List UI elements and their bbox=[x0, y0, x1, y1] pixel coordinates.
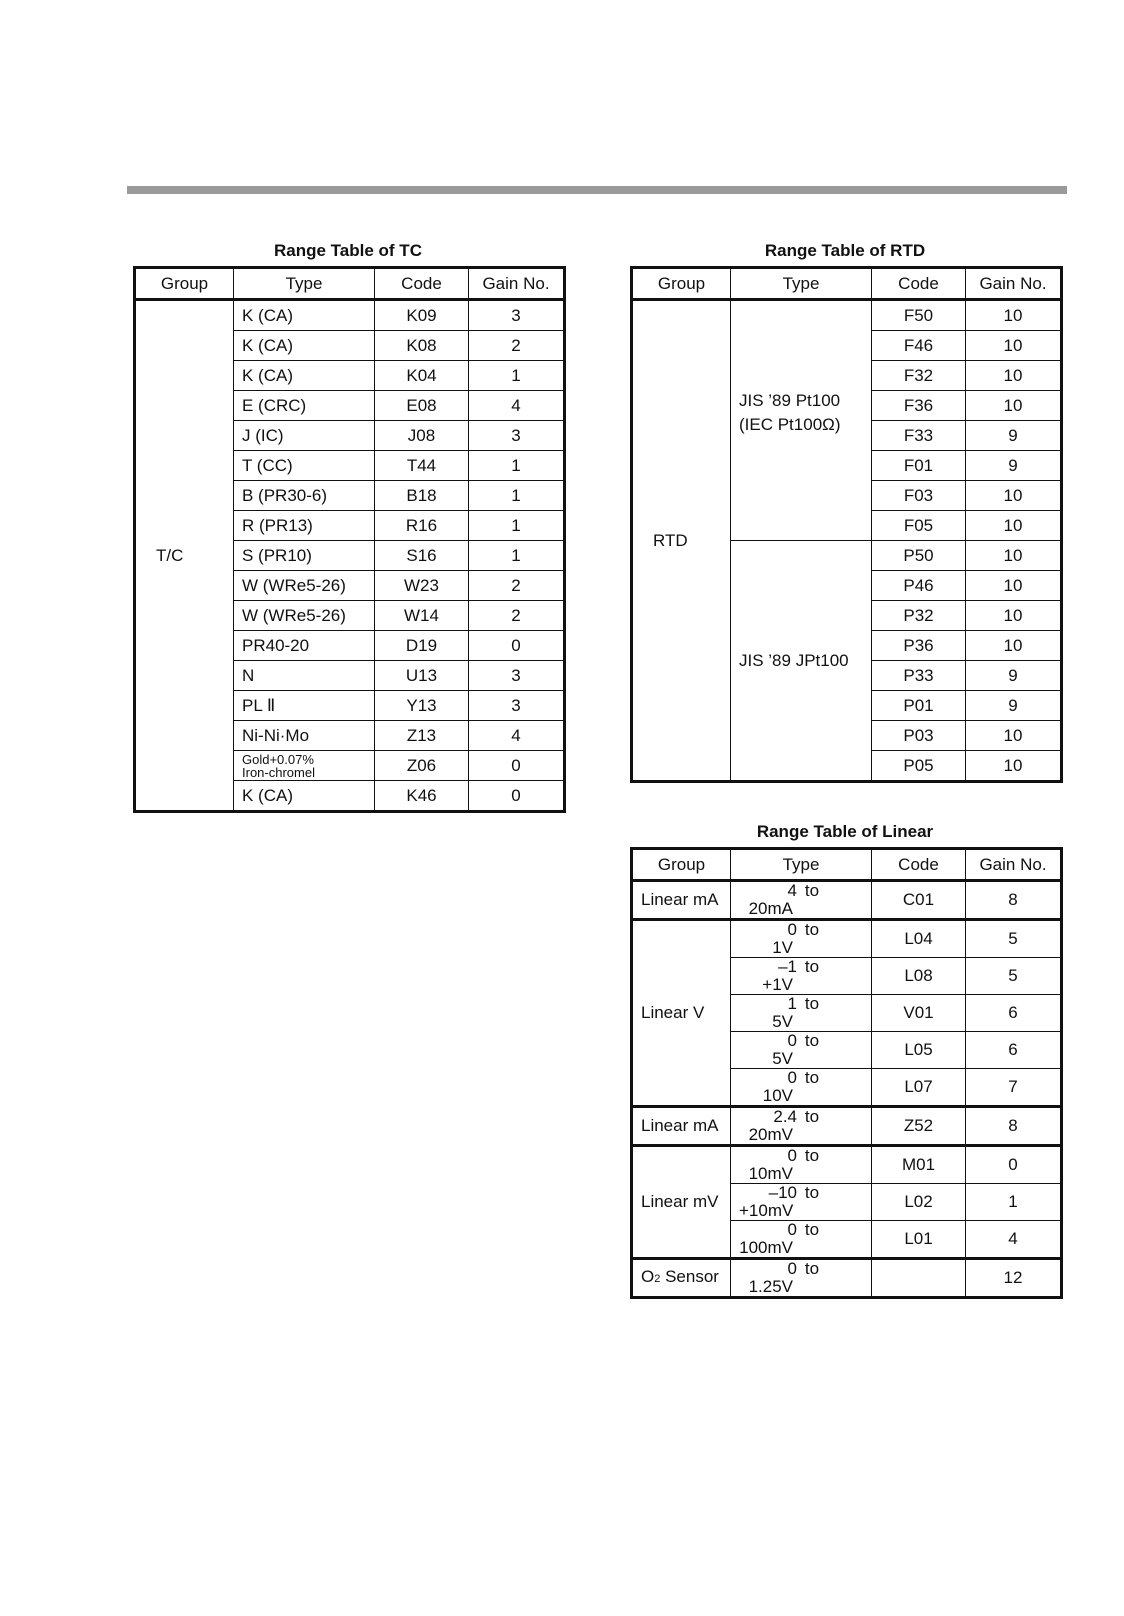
table-row bbox=[135, 300, 565, 331]
type-cell: B (PR30-6) bbox=[234, 481, 375, 511]
gain-cell: 0 bbox=[966, 1146, 1062, 1184]
range-end: 20mA bbox=[748, 899, 793, 918]
type-cell: Ni-Ni·Mo bbox=[234, 721, 375, 751]
range-to: to bbox=[804, 920, 820, 939]
range-to: to bbox=[804, 1031, 820, 1050]
gain-cell: 10 bbox=[966, 751, 1062, 782]
range-cell bbox=[731, 1107, 872, 1146]
type-cell: PR40-20 bbox=[234, 631, 375, 661]
gain-cell: 8 bbox=[966, 1107, 1062, 1146]
code-cell: K09 bbox=[375, 300, 469, 331]
code-cell: F46 bbox=[872, 331, 966, 361]
group-cell: Linear mV bbox=[632, 1146, 731, 1259]
range-to: to bbox=[804, 1183, 820, 1202]
type-cell: W (WRe5-26) bbox=[234, 571, 375, 601]
code-cell: W23 bbox=[375, 571, 469, 601]
code-cell: P01 bbox=[872, 691, 966, 721]
type-cell: K (CA) bbox=[234, 300, 375, 331]
range-cell bbox=[731, 920, 872, 958]
gain-cell: 9 bbox=[966, 661, 1062, 691]
gain-cell: 1 bbox=[966, 1184, 1062, 1221]
gain-cell: 1 bbox=[469, 541, 565, 571]
range-end: 10mV bbox=[748, 1164, 793, 1183]
range-cell bbox=[731, 1221, 872, 1259]
code-cell: K04 bbox=[375, 361, 469, 391]
o2-label-main: O bbox=[641, 1267, 655, 1286]
type-cell bbox=[234, 751, 375, 781]
range-end: 5V bbox=[772, 1012, 793, 1031]
gain-cell: 4 bbox=[966, 1221, 1062, 1259]
gain-cell: 7 bbox=[966, 1069, 1062, 1107]
range-cell bbox=[731, 1184, 872, 1221]
type-cell: R (PR13) bbox=[234, 511, 375, 541]
gain-cell: 0 bbox=[469, 631, 565, 661]
type-cell: T (CC) bbox=[234, 451, 375, 481]
code-cell: F01 bbox=[872, 451, 966, 481]
table-row bbox=[632, 300, 1062, 331]
rtd-table-title: Range Table of RTD bbox=[764, 241, 926, 260]
code-cell: P03 bbox=[872, 721, 966, 751]
range-to: to bbox=[804, 881, 820, 900]
range-from: 0 bbox=[787, 1259, 797, 1278]
range-from: 0 bbox=[787, 1031, 797, 1050]
range-cell bbox=[731, 1032, 872, 1069]
gain-cell: 2 bbox=[469, 331, 565, 361]
col-header-code: Code bbox=[872, 268, 966, 300]
type-cell: N bbox=[234, 661, 375, 691]
gain-cell: 12 bbox=[966, 1259, 1062, 1298]
gain-cell: 10 bbox=[966, 300, 1062, 331]
gain-cell: 10 bbox=[966, 361, 1062, 391]
range-from: 4 bbox=[787, 881, 797, 900]
gain-cell: 4 bbox=[469, 391, 565, 421]
range-cell bbox=[731, 995, 872, 1032]
rtd-range-table bbox=[630, 266, 1063, 783]
range-from: 0 bbox=[787, 1068, 797, 1087]
o2-label-subscript: 2 bbox=[654, 1273, 661, 1285]
gain-cell: 10 bbox=[966, 511, 1062, 541]
tc-range-table bbox=[133, 266, 566, 813]
gain-cell: 10 bbox=[966, 721, 1062, 751]
code-cell: B18 bbox=[375, 481, 469, 511]
gain-cell: 10 bbox=[966, 571, 1062, 601]
code-cell: F32 bbox=[872, 361, 966, 391]
gain-cell: 6 bbox=[966, 995, 1062, 1032]
gain-cell: 4 bbox=[469, 721, 565, 751]
range-from: 1 bbox=[787, 994, 797, 1013]
range-end: 5V bbox=[772, 1049, 793, 1068]
range-to: to bbox=[804, 994, 820, 1013]
type-cell bbox=[731, 300, 872, 541]
code-cell: L01 bbox=[872, 1221, 966, 1259]
code-cell: P50 bbox=[872, 541, 966, 571]
code-cell: C01 bbox=[872, 881, 966, 920]
gain-cell: 1 bbox=[469, 361, 565, 391]
type-line-2: Iron-chromel bbox=[242, 764, 315, 780]
gain-cell: 1 bbox=[469, 511, 565, 541]
code-cell: Z52 bbox=[872, 1107, 966, 1146]
code-cell: L05 bbox=[872, 1032, 966, 1069]
type-cell: K (CA) bbox=[234, 781, 375, 812]
code-cell: K46 bbox=[375, 781, 469, 812]
code-cell: F03 bbox=[872, 481, 966, 511]
range-from: 0 bbox=[787, 1146, 797, 1165]
group-cell: Linear mA bbox=[632, 881, 731, 920]
linear-table-title: Range Table of Linear bbox=[756, 822, 934, 841]
linear-range-table bbox=[630, 847, 1063, 1299]
range-cell bbox=[731, 958, 872, 995]
type-line-1: JIS ’89 Pt100 bbox=[739, 391, 841, 410]
range-to: to bbox=[804, 1068, 820, 1087]
code-cell: W14 bbox=[375, 601, 469, 631]
col-header-gain: Gain No. bbox=[966, 268, 1062, 300]
code-cell: P33 bbox=[872, 661, 966, 691]
code-cell: P46 bbox=[872, 571, 966, 601]
group-cell: Linear V bbox=[632, 920, 731, 1107]
range-end: 1.25V bbox=[748, 1277, 793, 1296]
type-line-2: (IEC Pt100Ω) bbox=[739, 415, 841, 434]
range-cell bbox=[731, 1259, 872, 1298]
col-header-type: Type bbox=[731, 849, 872, 881]
code-cell: L04 bbox=[872, 920, 966, 958]
group-cell: T/C bbox=[135, 300, 234, 812]
code-cell: F36 bbox=[872, 391, 966, 421]
col-header-type: Type bbox=[234, 268, 375, 300]
gain-cell: 3 bbox=[469, 300, 565, 331]
code-cell: J08 bbox=[375, 421, 469, 451]
table-row bbox=[632, 920, 1062, 958]
range-to: to bbox=[804, 1146, 820, 1165]
range-from: –10 bbox=[768, 1183, 797, 1202]
type-cell: E (CRC) bbox=[234, 391, 375, 421]
code-cell: Z13 bbox=[375, 721, 469, 751]
gain-cell: 1 bbox=[469, 451, 565, 481]
gain-cell: 10 bbox=[966, 631, 1062, 661]
gain-cell: 2 bbox=[469, 571, 565, 601]
col-header-type: Type bbox=[731, 268, 872, 300]
gain-cell: 10 bbox=[966, 481, 1062, 511]
range-cell bbox=[731, 1069, 872, 1107]
range-from: 0 bbox=[787, 920, 797, 939]
code-cell: L07 bbox=[872, 1069, 966, 1107]
range-end: 10V bbox=[762, 1086, 793, 1105]
code-cell: L08 bbox=[872, 958, 966, 995]
gain-cell: 9 bbox=[966, 691, 1062, 721]
code-cell: Z06 bbox=[375, 751, 469, 781]
group-cell: Linear mA bbox=[632, 1107, 731, 1146]
range-end: 100mV bbox=[739, 1238, 793, 1257]
gain-cell: 10 bbox=[966, 391, 1062, 421]
table-row bbox=[632, 1107, 1062, 1146]
gain-cell: 3 bbox=[469, 691, 565, 721]
code-cell: F50 bbox=[872, 300, 966, 331]
code-cell: K08 bbox=[375, 331, 469, 361]
code-cell: P32 bbox=[872, 601, 966, 631]
range-end: 1V bbox=[772, 938, 793, 957]
col-header-group: Group bbox=[632, 849, 731, 881]
range-end: +1V bbox=[762, 975, 793, 994]
code-cell: L02 bbox=[872, 1184, 966, 1221]
gain-cell: 9 bbox=[966, 451, 1062, 481]
gain-cell: 0 bbox=[469, 781, 565, 812]
range-to: to bbox=[804, 1107, 820, 1126]
code-cell: Y13 bbox=[375, 691, 469, 721]
gain-cell: 10 bbox=[966, 331, 1062, 361]
type-cell: K (CA) bbox=[234, 331, 375, 361]
gain-cell: 10 bbox=[966, 601, 1062, 631]
col-header-code: Code bbox=[375, 268, 469, 300]
table-header-row bbox=[632, 849, 1062, 881]
col-header-group: Group bbox=[135, 268, 234, 300]
code-cell: F33 bbox=[872, 421, 966, 451]
gain-cell: 5 bbox=[966, 958, 1062, 995]
table-header-row bbox=[135, 268, 565, 300]
table-header-row bbox=[632, 268, 1062, 300]
table-row bbox=[632, 881, 1062, 920]
gain-cell: 10 bbox=[966, 541, 1062, 571]
code-cell: U13 bbox=[375, 661, 469, 691]
code-cell bbox=[872, 1259, 966, 1298]
col-header-code: Code bbox=[872, 849, 966, 881]
o2-label-rest: Sensor bbox=[660, 1267, 719, 1286]
type-cell: J (IC) bbox=[234, 421, 375, 451]
tc-table-title: Range Table of TC bbox=[274, 241, 422, 260]
group-cell bbox=[632, 1259, 731, 1298]
table-row bbox=[632, 1259, 1062, 1298]
range-from: 0 bbox=[787, 1220, 797, 1239]
code-cell: E08 bbox=[375, 391, 469, 421]
gain-cell: 6 bbox=[966, 1032, 1062, 1069]
type-cell: W (WRe5-26) bbox=[234, 601, 375, 631]
type-cell: JIS ’89 JPt100 bbox=[731, 541, 872, 782]
range-to: to bbox=[804, 1259, 820, 1278]
code-cell: D19 bbox=[375, 631, 469, 661]
gain-cell: 0 bbox=[469, 751, 565, 781]
code-cell: M01 bbox=[872, 1146, 966, 1184]
gain-cell: 2 bbox=[469, 601, 565, 631]
range-from: –1 bbox=[778, 957, 797, 976]
col-header-gain: Gain No. bbox=[966, 849, 1062, 881]
range-cell bbox=[731, 1146, 872, 1184]
range-to: to bbox=[804, 1220, 820, 1239]
code-cell: P36 bbox=[872, 631, 966, 661]
type-line-1: Gold+0.07% bbox=[242, 751, 314, 767]
code-cell: T44 bbox=[375, 451, 469, 481]
code-cell: R16 bbox=[375, 511, 469, 541]
range-end: +10mV bbox=[739, 1201, 794, 1220]
col-header-group: Group bbox=[632, 268, 731, 300]
code-cell: P05 bbox=[872, 751, 966, 782]
gain-cell: 5 bbox=[966, 920, 1062, 958]
range-end: 20mV bbox=[748, 1125, 793, 1144]
code-cell: S16 bbox=[375, 541, 469, 571]
gain-cell: 9 bbox=[966, 421, 1062, 451]
gain-cell: 1 bbox=[469, 481, 565, 511]
col-header-gain: Gain No. bbox=[469, 268, 565, 300]
code-cell: F05 bbox=[872, 511, 966, 541]
type-cell: K (CA) bbox=[234, 361, 375, 391]
type-cell: S (PR10) bbox=[234, 541, 375, 571]
range-from: 2.4 bbox=[773, 1107, 797, 1126]
gain-cell: 3 bbox=[469, 661, 565, 691]
range-to: to bbox=[804, 957, 820, 976]
table-row bbox=[632, 1146, 1062, 1184]
gain-cell: 3 bbox=[469, 421, 565, 451]
group-cell: RTD bbox=[632, 300, 731, 782]
code-cell: V01 bbox=[872, 995, 966, 1032]
header-rule bbox=[127, 186, 1067, 194]
gain-cell: 8 bbox=[966, 881, 1062, 920]
type-cell: PL Ⅱ bbox=[234, 691, 375, 721]
range-cell bbox=[731, 881, 872, 920]
